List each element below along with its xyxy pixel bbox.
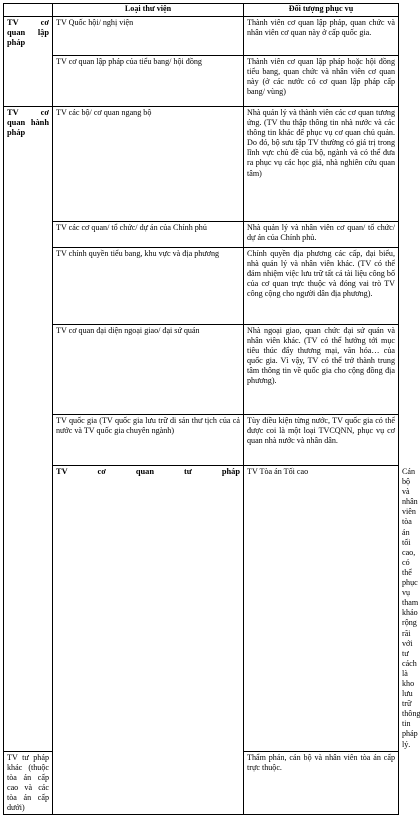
service-target-cell: Nhà quản lý và nhân viên cơ quan/ tổ chức/ dự án của Chính phủ. <box>244 222 399 248</box>
service-target-cell: Chính quyền địa phương các cấp, đại biểu, nhà quản lý và nhân viên khác. (TV có thể đảm nhiệm việc lưu trữ tất cả tài liệu công bố của cơ quan trực thuộc và đóng vai trò TV công cộng cho người dân địa phương). <box>244 248 399 325</box>
service-target-cell: Tùy điều kiện từng nước, TV quốc gia có thể được coi là một loại TVCQNN, phục vụ cơ quan nhà nước và nhân dân. <box>244 415 399 466</box>
table-row <box>4 325 399 415</box>
table-row <box>4 248 399 325</box>
table-row: TV cơ quan tư pháp TV Tòa án Tối cao Cán bộ và nhân viên tòa án tối cao, có thể phục vụ tham khảo rộng rãi với tư cách là kho lưu trữ thông tin pháp lý. <box>4 466 399 752</box>
library-type-cell: TV cơ quan đại diện ngoại giao/ đại sứ quán <box>53 325 244 415</box>
library-types-table <box>3 3 420 815</box>
library-type-cell: TV các cơ quan/ tổ chức/ dự án của Chính phủ <box>53 222 244 248</box>
service-target-cell: Thành viên cơ quan lập pháp hoặc hội đồng tiểu bang, quan chức và nhân viên cơ quan này (ở các nước có cơ quan lập pháp cấp bang/ vùng) <box>244 56 399 107</box>
library-type-cell: TV Quốc hội/ nghị viện <box>53 17 244 56</box>
service-target-cell: Nhà quản lý và thành viên các cơ quan tương ứng. (TV thu thập thông tin nhà nước và các thông tin khác để phục vụ cơ quan chủ quản. Do đó, bộ sưu tập TV thường có giá trị trong lĩnh vực chủ đề của bộ, ngành và có thể đưa ra phục vụ các học giả, nhà nghiên cứu quan tâm) <box>244 107 399 222</box>
library-type-cell: TV quốc gia (TV quốc gia lưu trữ di sản thư tịch của cả nước và TV quốc gia chuyên ngành) <box>53 415 244 466</box>
library-type-cell: TV cơ quan lập pháp của tiểu bang/ hội đồng <box>53 56 244 107</box>
header-library-type: Loại thư viện <box>53 4 244 17</box>
table-row <box>4 56 399 107</box>
table-row <box>4 222 399 248</box>
service-target-cell: Thành viên cơ quan lập pháp, quan chức và nhân viên cơ quan này ở cấp quốc gia. <box>244 17 399 56</box>
service-target-cell: Thẩm phán, cán bộ và nhân viên tòa án cấp trực thuộc. <box>244 751 399 815</box>
service-target-cell: Nhà ngoại giao, quan chức đại sứ quán và nhân viên khác. (TV có thể hướng tới mục tiêu thúc đẩy thương mại, văn hóa… của quốc gia. Vì vậy, TV có thể trở thành trung tâm thông tin về quốc gia cho cộng đồng địa phương). <box>244 325 399 415</box>
table-row <box>4 415 399 466</box>
group-label-judicial: TV cơ quan tư pháp <box>53 466 244 815</box>
header-blank-cell <box>4 4 53 17</box>
library-type-cell: TV chính quyền tiểu bang, khu vực và địa phương <box>53 248 244 325</box>
library-type-cell: TV tư pháp khác (thuộc tòa án cấp cao và các tòa án cấp dưới) <box>4 751 53 815</box>
group-label-legislative: TV cơ quan lập pháp <box>4 17 53 107</box>
library-type-cell: TV các bộ/ cơ quan ngang bộ <box>53 107 244 222</box>
group-label-executive: TV cơ quan hành pháp <box>4 107 53 752</box>
header-service-target: Đối tượng phục vụ <box>244 4 399 17</box>
table-row <box>4 17 399 56</box>
table-header-row <box>4 4 399 17</box>
library-type-cell: TV Tòa án Tối cao <box>244 466 399 752</box>
table-row <box>4 107 399 222</box>
